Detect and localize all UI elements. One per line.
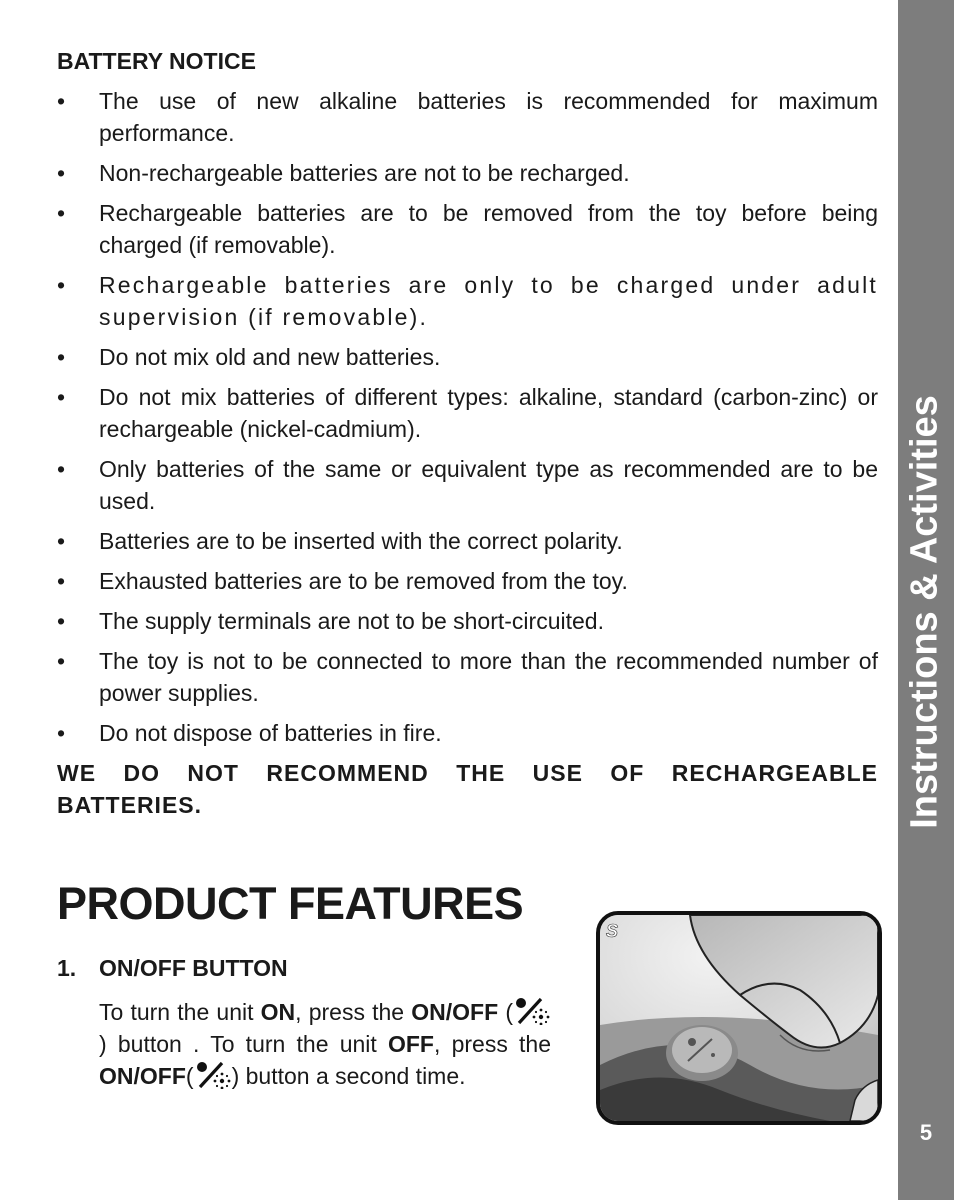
list-item: • Batteries are to be inserted with the correct polarity. <box>57 525 878 557</box>
rechargeable-warning: WE DO NOT RECOMMEND THE USE OF RECHARGEABLE BATTERIES. <box>57 760 878 818</box>
bullet: • <box>57 160 66 186</box>
power-onoff-icon <box>513 997 551 1025</box>
feature-description: To turn the unit ON, press the ON/OFF () button . To turn the unit OFF, press the ON/OFF( ) button a second time. <box>99 999 551 1089</box>
bullet: • <box>57 344 66 370</box>
bullet: • <box>57 456 66 482</box>
page-number: 5 <box>919 1120 933 1145</box>
feature-number: 1. <box>57 955 77 981</box>
bullet: • <box>57 384 66 410</box>
list-item: • The supply terminals are not to be short-circuited. <box>57 605 878 637</box>
product-features-title: PRODUCT FEATURES <box>57 878 524 929</box>
section-tab-label: Instructions & Activities <box>903 395 946 829</box>
list-item: • Do not mix batteries of different types: alkaline, standard (carbon-zinc) or rechargeable (nickel-cadmium). <box>57 381 878 445</box>
bullet: • <box>57 720 66 746</box>
bullet: • <box>57 648 66 674</box>
bullet: • <box>57 272 68 298</box>
feature-heading <box>57 955 288 982</box>
logo-letter: S <box>606 921 619 941</box>
list-item: • Rechargeable batteries are only to be charged under adult supervision (if removable). <box>57 269 878 333</box>
battery-notice-section <box>57 48 878 821</box>
finger-pressing-button-illustration <box>600 915 878 1121</box>
list-item: • Do not mix old and new batteries. <box>57 341 878 373</box>
list-item: • The toy is not to be connected to more than the recommended number of power supplies. <box>57 645 878 709</box>
list-item: • Do not dispose of batteries in fire. <box>57 717 878 749</box>
list-item: • Rechargeable batteries are to be removed from the toy before being charged (if removable). <box>57 197 878 261</box>
bullet: • <box>57 528 66 554</box>
battery-notice-list <box>57 85 878 749</box>
battery-notice-title: BATTERY NOTICE <box>57 48 256 74</box>
bullet: • <box>57 568 66 594</box>
bullet: • <box>57 88 66 114</box>
section-tab <box>898 0 954 1200</box>
on-off-button-photo <box>596 911 882 1125</box>
bullet: • <box>57 608 66 634</box>
list-item: • Non-rechargeable batteries are not to be recharged. <box>57 157 878 189</box>
power-onoff-icon <box>194 1061 232 1089</box>
feature-heading-label: ON/OFF BUTTON <box>99 955 288 981</box>
bullet: • <box>57 200 66 226</box>
list-item: • The use of new alkaline batteries is recommended for maximum performance. <box>57 85 878 149</box>
list-item: • Exhausted batteries are to be removed from the toy. <box>57 565 878 597</box>
list-item: • Only batteries of the same or equivalent type as recommended are to be used. <box>57 453 878 517</box>
